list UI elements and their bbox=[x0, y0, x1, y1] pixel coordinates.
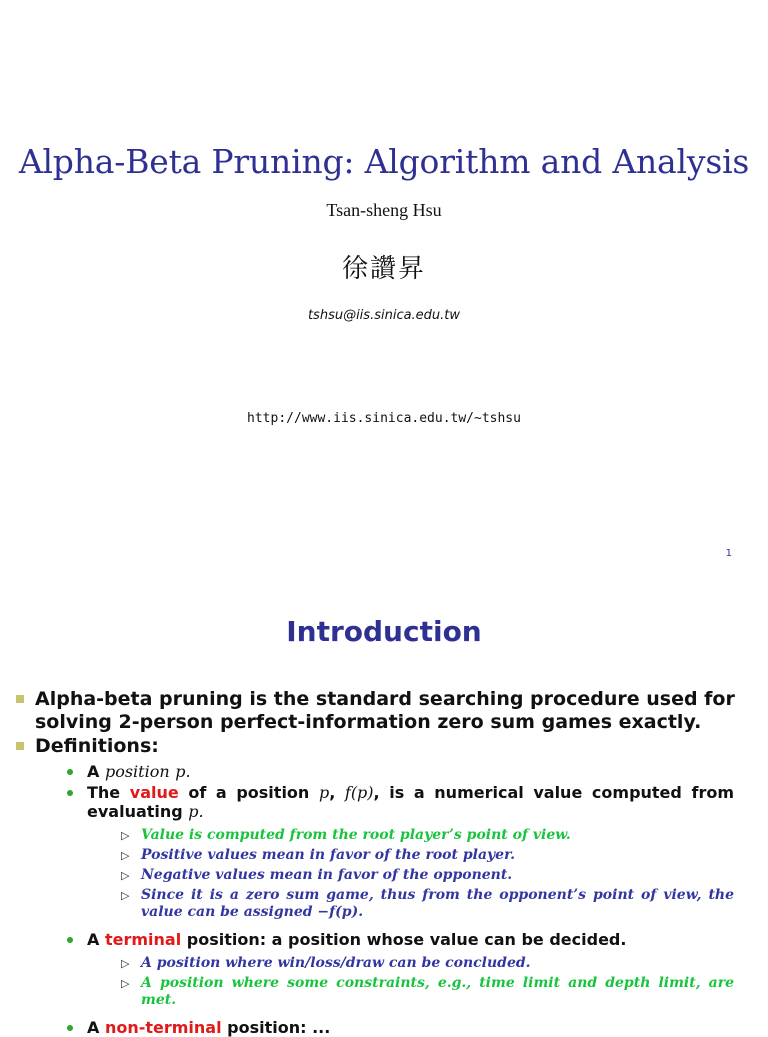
def-position: A position p. bbox=[0, 762, 768, 781]
triangle-marker-icon: ▷ bbox=[121, 889, 130, 902]
square-bullet-icon bbox=[16, 695, 24, 703]
author-url: http://www.iis.sinica.edu.tw/~tshsu bbox=[247, 411, 521, 426]
value-sub-item: ▷ Value is computed from the root player’s point of view. bbox=[121, 827, 571, 843]
triangle-marker-icon: ▷ bbox=[121, 977, 130, 990]
value-sub-item: ▷ Positive values mean in favor of the root player. bbox=[121, 847, 516, 863]
bullet-definitions: Definitions: bbox=[0, 735, 768, 758]
page-number: 1 bbox=[725, 548, 732, 559]
bullet-intro: Alpha-beta pruning is the standard searching procedure used for solving 2-person perfect-information zero sum games exactly. bbox=[0, 688, 768, 734]
value-sub-item: ▷ Negative values mean in favor of the opponent. bbox=[121, 867, 513, 883]
def-terminal: A terminal position: a position whose value can be decided. bbox=[0, 930, 768, 949]
dot-bullet-icon bbox=[67, 937, 73, 943]
slide-title: Alpha-Beta Pruning: Algorithm and Analysis bbox=[18, 142, 750, 181]
introduction-slide bbox=[0, 575, 768, 1037]
triangle-marker-icon: ▷ bbox=[121, 849, 130, 862]
slide-body bbox=[0, 688, 768, 1037]
section-title: Introduction bbox=[286, 615, 482, 648]
triangle-marker-icon: ▷ bbox=[121, 829, 130, 842]
author-email: tshsu@iis.sinica.edu.tw bbox=[307, 308, 461, 323]
triangle-marker-icon: ▷ bbox=[121, 869, 130, 882]
square-bullet-icon bbox=[16, 742, 24, 750]
value-highlight: value bbox=[129, 783, 179, 802]
dot-bullet-icon bbox=[67, 769, 73, 775]
terminal-sub-item: ▷ A position where win/loss/draw can be concluded. bbox=[121, 955, 531, 971]
def-value: The value of a position p, f(p), is a numerical value computed from evaluating p. bbox=[0, 783, 768, 821]
terminal-sub-item: ▷ A position where some constraints, e.g., time limit and depth limit, are met. bbox=[121, 975, 734, 1008]
author-name: Tsan-sheng Hsu bbox=[326, 200, 442, 220]
terminal-highlight: terminal bbox=[104, 930, 182, 949]
triangle-marker-icon: ▷ bbox=[121, 957, 130, 970]
value-sub-item: ▷ Since it is a zero sum game, thus from the opponent’s point of view, the value can be assigned −f(p). bbox=[121, 887, 734, 920]
author-name-cjk: 徐讚昇 bbox=[341, 254, 426, 284]
dot-bullet-icon bbox=[67, 790, 73, 796]
def-non-terminal: A non-terminal position: ... bbox=[0, 1018, 768, 1037]
dot-bullet-icon bbox=[67, 1025, 73, 1031]
